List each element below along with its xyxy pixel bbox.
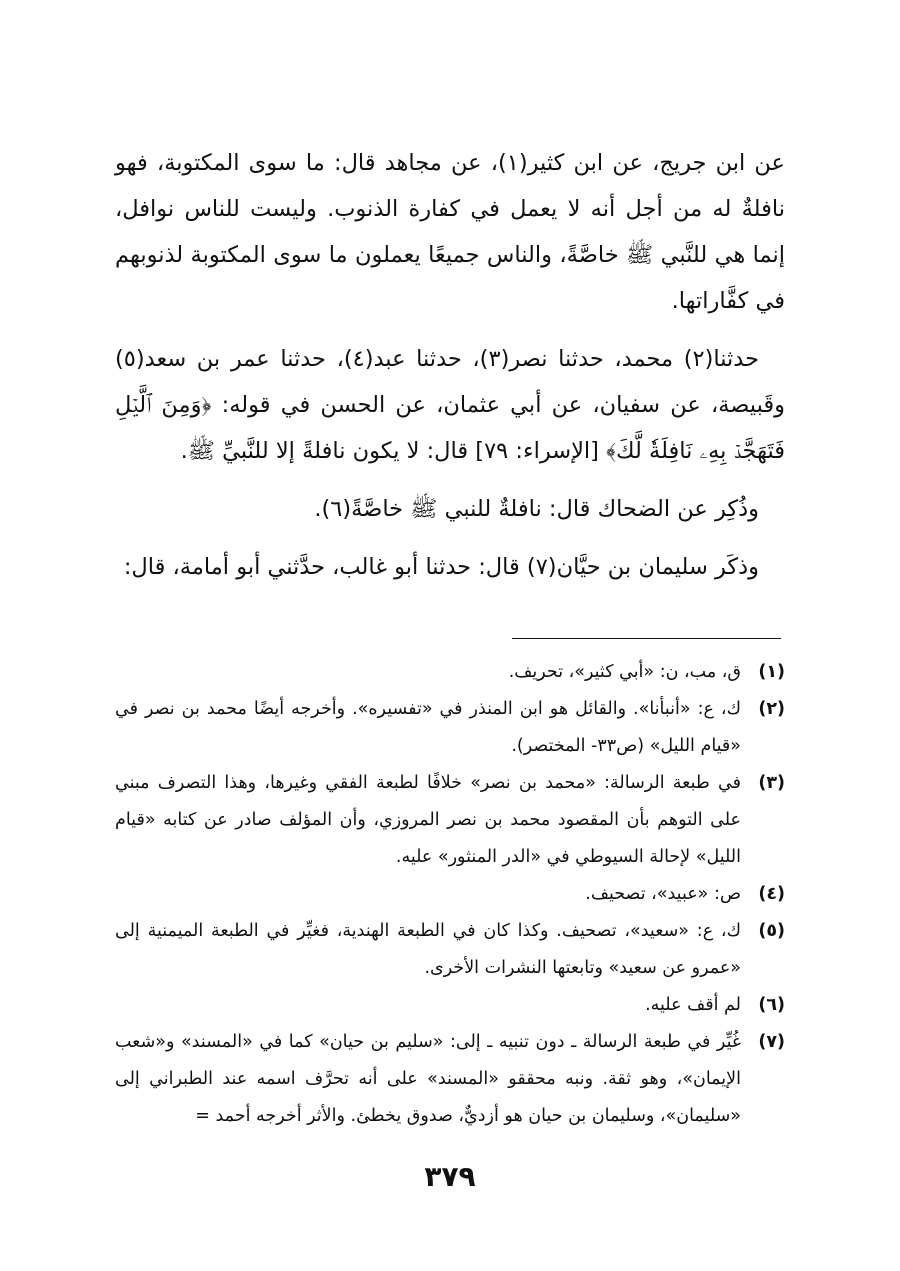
footnote	[115, 691, 785, 765]
footnote-number: (٧)	[758, 1032, 785, 1052]
footnote-text: ق، مب، ن: «أبي كثير»، تحريف.	[508, 662, 741, 682]
main-paragraph: وذُكِر عن الضحاك قال: نافلةٌ للنبي ﷺ خاصَّةً(٦).	[314, 496, 759, 522]
footnote-text: غُيِّر في طبعة الرسالة ـ دون تنبيه ـ إلى: «سليم بن حيان» كما في «المسند» و«شعب الإيمان»، وهو ثقة. ونبه محققو «المسند» على أنه تحرَّف اسمه عند الطبراني إلى «سليمان»، وسليمان بن حيان هو أزديٌّ، صدوق يخطئ. والأثر أخرجه أحمد =	[115, 1032, 741, 1126]
footnote-text: لم أقف عليه.	[645, 995, 741, 1015]
footnote	[115, 987, 785, 1024]
footnote-number: (٦)	[758, 995, 785, 1015]
main-text	[115, 140, 785, 590]
footnote	[115, 876, 785, 913]
footnote-text: ص: «عبيد»، تصحيف.	[585, 884, 741, 904]
footnote-number: (٣)	[758, 773, 785, 793]
footnote-number: (٥)	[758, 921, 785, 941]
footnote	[115, 1024, 785, 1135]
footnote	[115, 913, 785, 987]
main-paragraph: حدثنا(٢) محمد، حدثنا نصر(٣)، حدثنا عبد(٤)، حدثنا عمر بن سعد(٥) وقَبيصة، عن سفيان، عن أبي عثمان، عن الحسن في قوله: ﴿وَمِنَ ٱلَّيۡلِ فَتَهَجَّدۡ بِهِۦ نَافِلَةٗ لَّكَ﴾ [الإسراء: ٧٩] قال: لا يكون نافلةً إلا للنَّبيِّ ﷺ.	[115, 346, 785, 464]
main-paragraph: عن ابن جريج، عن ابن كثير(١)، عن مجاهد قال: ما سوى المكتوبة، فهو نافلةٌ له من أجل أنه لا يعمل في كفارة الذنوب. وليست للناس نوافل، إنما هي للنَّبي ﷺ خاصَّةً، والناس جميعًا يعملون ما سوى المكتوبة لذنوبهم في كفَّاراتها.	[115, 150, 785, 314]
footnote-text: ك، ع: «أنبأنا». والقائل هو ابن المنذر في «تفسيره». وأخرجه أيضًا محمد بن نصر في «قيام الليل» (ص٣٣- المختصر).	[115, 699, 741, 756]
footnote-number: (٢)	[758, 699, 785, 719]
page-number: ٣٧٩	[424, 1160, 476, 1193]
footnote-number: (١)	[758, 662, 785, 682]
footnotes	[115, 654, 785, 1135]
footnote-separator	[512, 638, 781, 639]
footnote	[115, 654, 785, 691]
footnote-number: (٤)	[758, 884, 785, 904]
footnote-text: في طبعة الرسالة: «محمد بن نصر» خلافًا لطبعة الفقي وغيرها، وهذا التصرف مبني على التوهم بأن المقصود محمد بن نصر المروزي، وأن المؤلف صادر عن كتابه «قيام الليل» لإحالة السيوطي في «الدر المنثور» عليه.	[115, 773, 741, 867]
main-paragraph: وذكَر سليمان بن حيَّان(٧) قال: حدثنا أبو غالب، حدَّثني أبو أمامة، قال:	[123, 554, 759, 580]
footnote-text: ك، ع: «سعيد»، تصحيف. وكذا كان في الطبعة الهندية، فغيِّر في الطبعة الميمنية إلى «عمرو عن سعيد» وتابعتها النشرات الأخرى.	[115, 921, 741, 978]
footnote	[115, 765, 785, 876]
